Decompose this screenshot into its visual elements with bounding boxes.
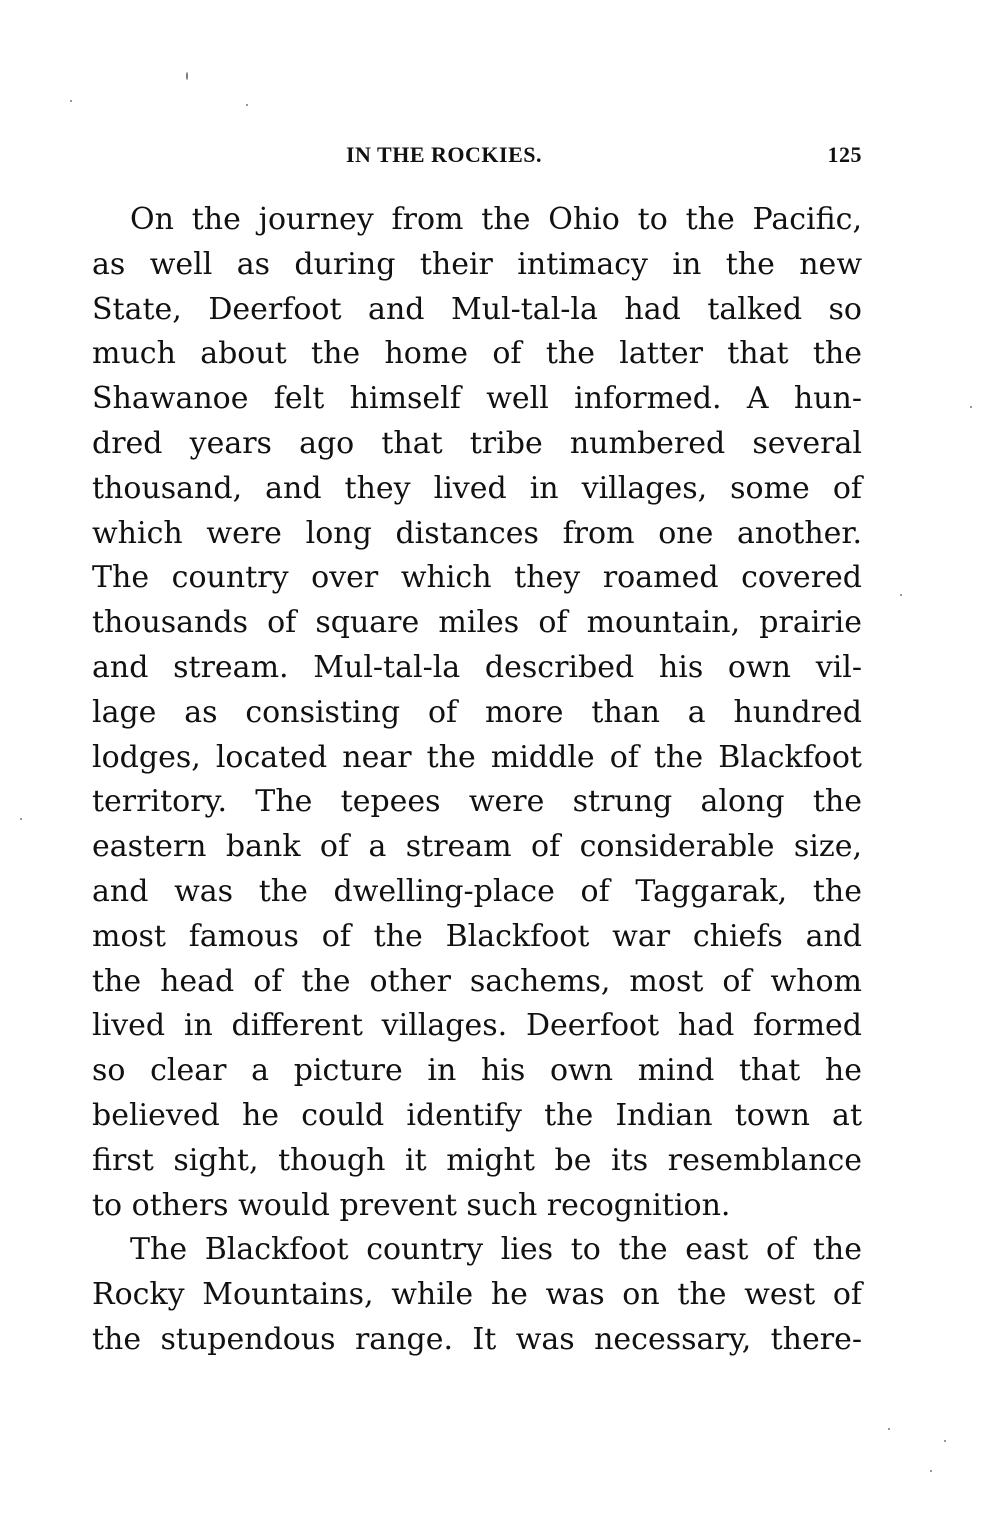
text-line: and stream. Mul-tal-la described his own vil- xyxy=(92,649,862,685)
scan-speck xyxy=(900,594,902,596)
text-line: as well as during their intimacy in the new xyxy=(92,246,862,282)
body-text xyxy=(92,198,862,1363)
page-number: 125 xyxy=(827,142,862,167)
text-line: eastern bank of a stream of considerable size, xyxy=(92,829,862,865)
text-line: which were long distances from one another. xyxy=(92,515,862,551)
text-line: first sight, though it might be its resemblance xyxy=(92,1142,862,1178)
scan-speck xyxy=(944,1440,946,1442)
scan-speck xyxy=(888,1428,890,1430)
text-line: and was the dwelling-place of Taggarak, the xyxy=(92,873,862,909)
text-line: the stupendous range. It was necessary, there- xyxy=(92,1321,862,1357)
scan-speck xyxy=(20,818,22,820)
paragraph-2 xyxy=(92,1228,862,1362)
text-line: State, Deerfoot and Mul-tal-la had talked so xyxy=(92,291,862,327)
text-line: lived in different villages. Deerfoot had formed xyxy=(92,1008,862,1044)
text-line: The Blackfoot country lies to the east of the xyxy=(130,1232,862,1268)
text-line: Rocky Mountains, while he was on the west of xyxy=(92,1277,862,1313)
scan-speck xyxy=(70,100,72,102)
text-line: On the journey from the Ohio to the Pacific, xyxy=(130,202,862,237)
text-line: the head of the other sachems, most of whom xyxy=(92,963,862,999)
scan-speck xyxy=(970,406,972,408)
text-line: thousand, and they lived in villages, some of xyxy=(92,470,862,506)
text-line: territory. The tepees were strung along the xyxy=(92,784,862,820)
text-line: The country over which they roamed covered xyxy=(92,560,862,596)
text-line: to others would prevent such recognition. xyxy=(92,1187,731,1223)
scan-speck xyxy=(186,72,188,80)
text-line: much about the home of the latter that the xyxy=(92,336,862,372)
text-line: dred years ago that tribe numbered several xyxy=(92,425,862,461)
text-line: most famous of the Blackfoot war chiefs and xyxy=(92,918,862,954)
text-line: Shawanoe felt himself well informed. A hun- xyxy=(92,381,862,417)
paragraph-1 xyxy=(92,198,862,1228)
scan-speck xyxy=(246,104,248,106)
scan-speck xyxy=(930,1470,932,1472)
text-line: so clear a picture in his own mind that he xyxy=(92,1053,862,1089)
text-line: believed he could identify the Indian town at xyxy=(92,1097,862,1133)
text-line: thousands of square miles of mountain, prairie xyxy=(92,605,862,641)
text-line: lodges, located near the middle of the Blackfoot xyxy=(92,739,862,775)
running-head xyxy=(92,142,862,176)
text-line: lage as consisting of more than a hundred xyxy=(92,694,862,730)
running-title: IN THE ROCKIES. xyxy=(346,142,542,167)
